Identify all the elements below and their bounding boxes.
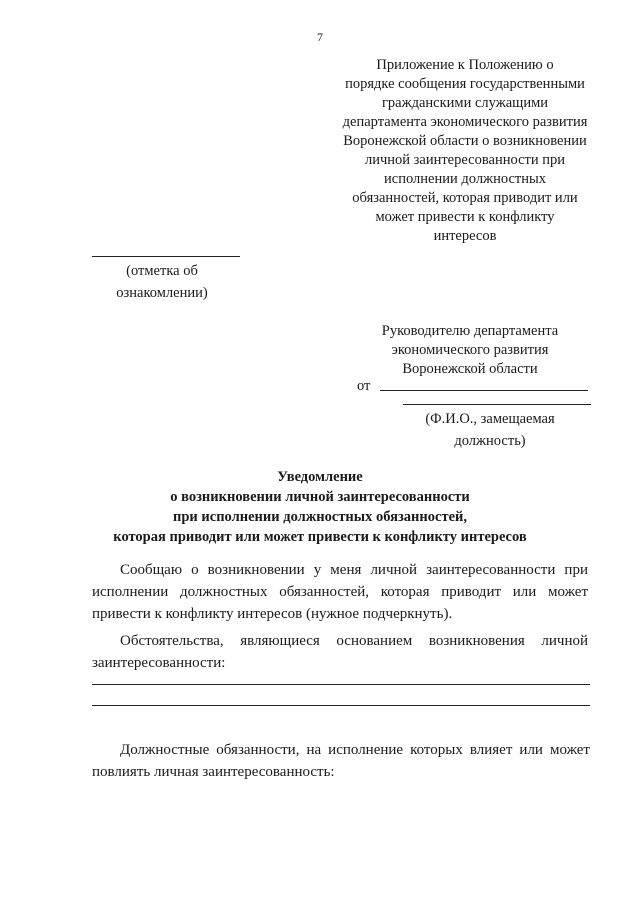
appendix-line: порядке сообщения государственными — [345, 76, 585, 92]
acknowledgment-line: (отметка об — [126, 263, 198, 279]
title-line: которая приводит или может привести к конфликту интересов — [113, 529, 527, 545]
circumstances-line: заинтересованности: — [92, 655, 226, 671]
circumstances-line: Обстоятельства, являющиеся основанием возникновения личной — [120, 633, 588, 649]
addressee-line: экономического развития — [391, 342, 549, 358]
acknowledgment-line: ознакомлении) — [116, 285, 208, 301]
appendix-header — [330, 56, 600, 246]
appendix-line: гражданскими служащими — [381, 95, 549, 111]
fio-hint — [410, 410, 570, 451]
appendix-line: департамента экономического развития — [342, 114, 588, 130]
addressee-block — [360, 322, 580, 379]
page-number: 7 — [317, 30, 323, 44]
fio-hint-line: (Ф.И.О., замещаемая — [425, 411, 555, 427]
appendix-line: Воронежской области о возникновении — [343, 133, 587, 149]
appendix-line: личной заинтересованности при — [364, 152, 566, 168]
appendix-line: интересов — [433, 228, 497, 244]
paragraph-duties — [92, 739, 590, 783]
notice-title — [40, 467, 600, 547]
paragraph-circumstances — [92, 630, 588, 674]
appendix-line: обязанностей, которая приводит или — [352, 190, 578, 206]
from-name-line — [380, 390, 588, 391]
addressee-line: Руководителю департамента — [381, 323, 559, 339]
from-label: от — [357, 378, 371, 394]
title-line: Уведомление — [277, 469, 363, 485]
title-line: при исполнении должностных обязанностей, — [173, 509, 467, 525]
duties-line: Должностные обязанности, на исполнение которых влияет или может — [120, 742, 590, 758]
addressee-line: Воронежской области — [402, 361, 538, 377]
fio-hint-line: должность) — [454, 433, 526, 449]
circumstances-blank-line-2 — [92, 705, 590, 706]
acknowledgment-note — [92, 262, 232, 303]
appendix-line: может привести к конфликту — [375, 209, 555, 225]
acknowledgment-signature-line — [92, 256, 240, 257]
duties-line: повлиять личная заинтересованность: — [92, 764, 335, 780]
title-line: о возникновении личной заинтересованности — [170, 489, 470, 505]
appendix-line: Приложение к Положению о — [376, 57, 554, 73]
appendix-line: исполнении должностных — [384, 171, 546, 187]
from-position-line — [403, 404, 591, 405]
circumstances-blank-line-1 — [92, 684, 590, 685]
paragraph-notification: Сообщаю о возникновении у меня личной заинтересованности при исполнении должностных обязанностей, которая приводит или может привести к конфликту интересов (нужное подчеркнуть). — [92, 562, 588, 622]
